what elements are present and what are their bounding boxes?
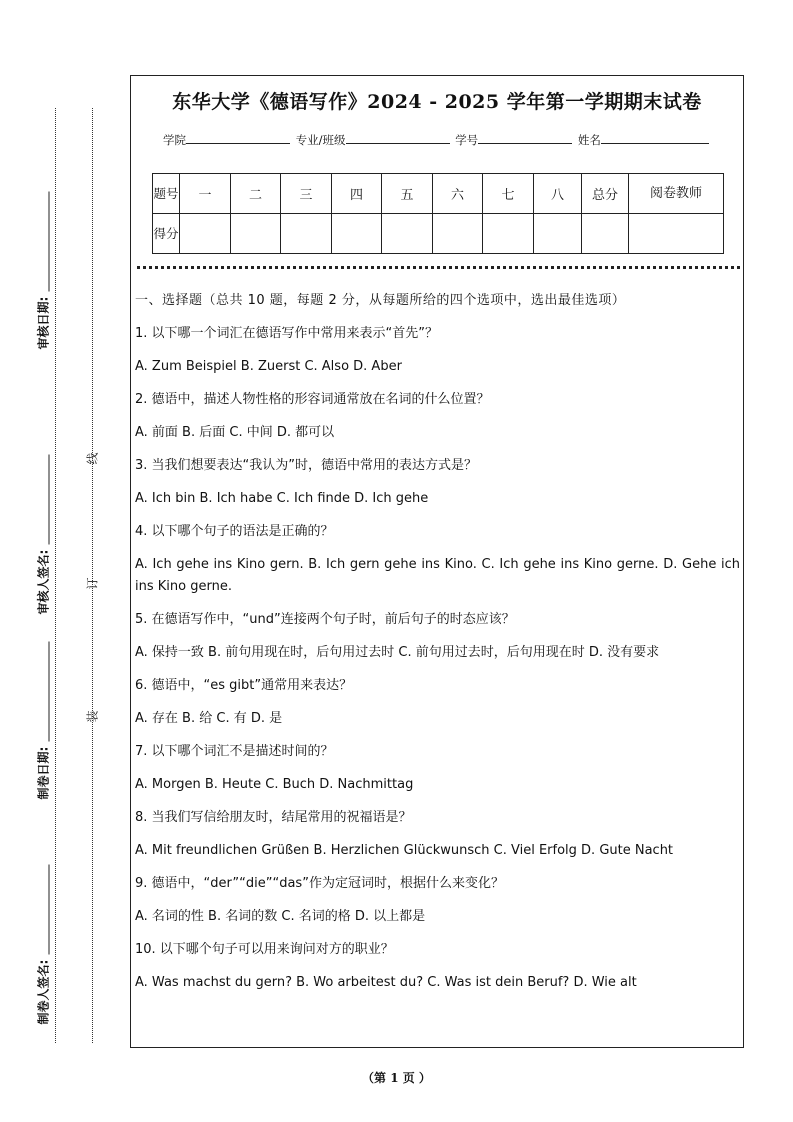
- page-number: （第 1 页 ）: [362, 1071, 431, 1085]
- binding-word-fold: 装: [85, 710, 100, 723]
- col-header: 四: [332, 174, 382, 214]
- college-label: 学院: [163, 133, 186, 147]
- question-text: 9. 德语中，“der”“die”“das”作为定冠词时，根据什么来变化？: [135, 876, 504, 891]
- score-cell[interactable]: [629, 214, 724, 254]
- question-options: A. Morgen B. Heute C. Buch D. Nachmittag: [135, 777, 414, 792]
- student-id-label: 学号: [455, 133, 479, 147]
- question-text: 5. 在德语写作中，“und”连接两个句子时，前后句子的时态应该？: [135, 612, 515, 627]
- question-options: A. Ich bin B. Ich habe C. Ich finde D. Ich gehe: [135, 491, 429, 506]
- score-cell[interactable]: [281, 214, 332, 254]
- college-field[interactable]: [186, 131, 290, 144]
- binding-word-line: 线: [85, 452, 100, 465]
- col-header: 阅卷教师: [629, 174, 724, 214]
- question-options: A. 存在 B. 给 C. 有 D. 是: [135, 711, 283, 726]
- question-section: [135, 290, 740, 994]
- student-id-field[interactable]: [478, 131, 572, 144]
- major-field[interactable]: [346, 131, 450, 144]
- maker-date-field: [33, 620, 52, 800]
- section-separator: [137, 266, 740, 269]
- col-header: 八: [534, 174, 582, 214]
- score-cell[interactable]: [433, 214, 483, 254]
- section-heading: 一、选择题（总共 10 题，每题 2 分，从每题所给的四个选项中，选出最佳选项）: [135, 293, 626, 308]
- question-options: A. Was machst du gern? B. Wo arbeitest du? C. Was ist dein Beruf? D. Wie alt: [135, 975, 637, 990]
- score-cell[interactable]: [382, 214, 433, 254]
- score-cell[interactable]: [180, 214, 231, 254]
- name-label: 姓名: [577, 133, 601, 147]
- reviewer-date-label: 审核日期:: [36, 296, 51, 350]
- col-header: 五: [382, 174, 433, 214]
- question-options: A. Mit freundlichen Grüßen B. Herzlichen Glückwunsch C. Viel Erfolg D. Gute Nacht: [135, 843, 674, 858]
- col-header: 总分: [582, 174, 629, 214]
- score-cell[interactable]: [231, 214, 281, 254]
- score-cell[interactable]: [534, 214, 582, 254]
- question-text: 6. 德语中，“es gibt”通常用来表达？: [135, 678, 353, 693]
- score-cell[interactable]: [582, 214, 629, 254]
- col-header: 一: [180, 174, 231, 214]
- col-header: 二: [231, 174, 281, 214]
- reviewer-sign-label: 审核人签名:: [36, 549, 51, 615]
- name-field[interactable]: [601, 131, 709, 144]
- binding-word-bind: 订: [85, 577, 100, 590]
- maker-sign-label: 制卷人签名:: [36, 959, 51, 1025]
- score-table: [152, 173, 724, 254]
- row-label-score: 得分: [153, 214, 180, 254]
- binding-dotted-line-inner: [92, 108, 93, 1043]
- question-options: A. Ich gehe ins Kino gern. B. Ich gern gehe ins Kino. C. Ich gehe ins Kino gerne. D. Gehe ich ins Kino gerne.: [135, 557, 740, 594]
- score-table-score-row: [153, 214, 724, 254]
- maker-date-line: [37, 642, 50, 742]
- question-text: 3. 当我们想要表达“我认为”时，德语中常用的表达方式是？: [135, 458, 478, 473]
- question-options: A. 前面 B. 后面 C. 中间 D. 都可以: [135, 425, 335, 440]
- maker-sign-line: [37, 865, 50, 955]
- col-header: 七: [483, 174, 534, 214]
- student-info-row: [163, 131, 711, 148]
- major-label: 专业/班级: [295, 133, 346, 147]
- question-text: 4. 以下哪个句子的语法是正确的？: [135, 524, 334, 539]
- question-options: A. 名词的性 B. 名词的数 C. 名词的格 D. 以上都是: [135, 909, 426, 924]
- question-text: 7. 以下哪个词汇不是描述时间的？: [135, 744, 334, 759]
- question-text: 8. 当我们写信给朋友时，结尾常用的祝福语是？: [135, 810, 412, 825]
- binding-dotted-line-outer: [55, 108, 56, 1043]
- col-header: 三: [281, 174, 332, 214]
- row-label-question: 题号: [153, 174, 180, 214]
- question-text: 1. 以下哪一个词汇在德语写作中常用来表示“首先”？: [135, 326, 439, 341]
- col-header: 六: [433, 174, 483, 214]
- exam-title: 东华大学《德语写作》2024 - 2025 学年第一学期期末试卷: [172, 91, 702, 113]
- reviewer-sign-line: [37, 455, 50, 545]
- question-text: 2. 德语中，描述人物性格的形容词通常放在名词的什么位置？: [135, 392, 490, 407]
- score-cell[interactable]: [332, 214, 382, 254]
- maker-date-label: 制卷日期:: [36, 746, 51, 800]
- score-table-header-row: [153, 174, 724, 214]
- question-options: A. Zum Beispiel B. Zuerst C. Also D. Aber: [135, 359, 402, 374]
- maker-sign-field: [33, 845, 52, 1025]
- reviewer-sign-field: [33, 435, 52, 615]
- reviewer-date-line: [37, 192, 50, 292]
- question-options: A. 保持一致 B. 前句用现在时，后句用过去时 C. 前句用过去时，后句用现在时 D. 没有要求: [135, 645, 660, 660]
- reviewer-date-field: [33, 170, 52, 350]
- question-text: 10. 以下哪个句子可以用来询问对方的职业？: [135, 942, 394, 957]
- score-cell[interactable]: [483, 214, 534, 254]
